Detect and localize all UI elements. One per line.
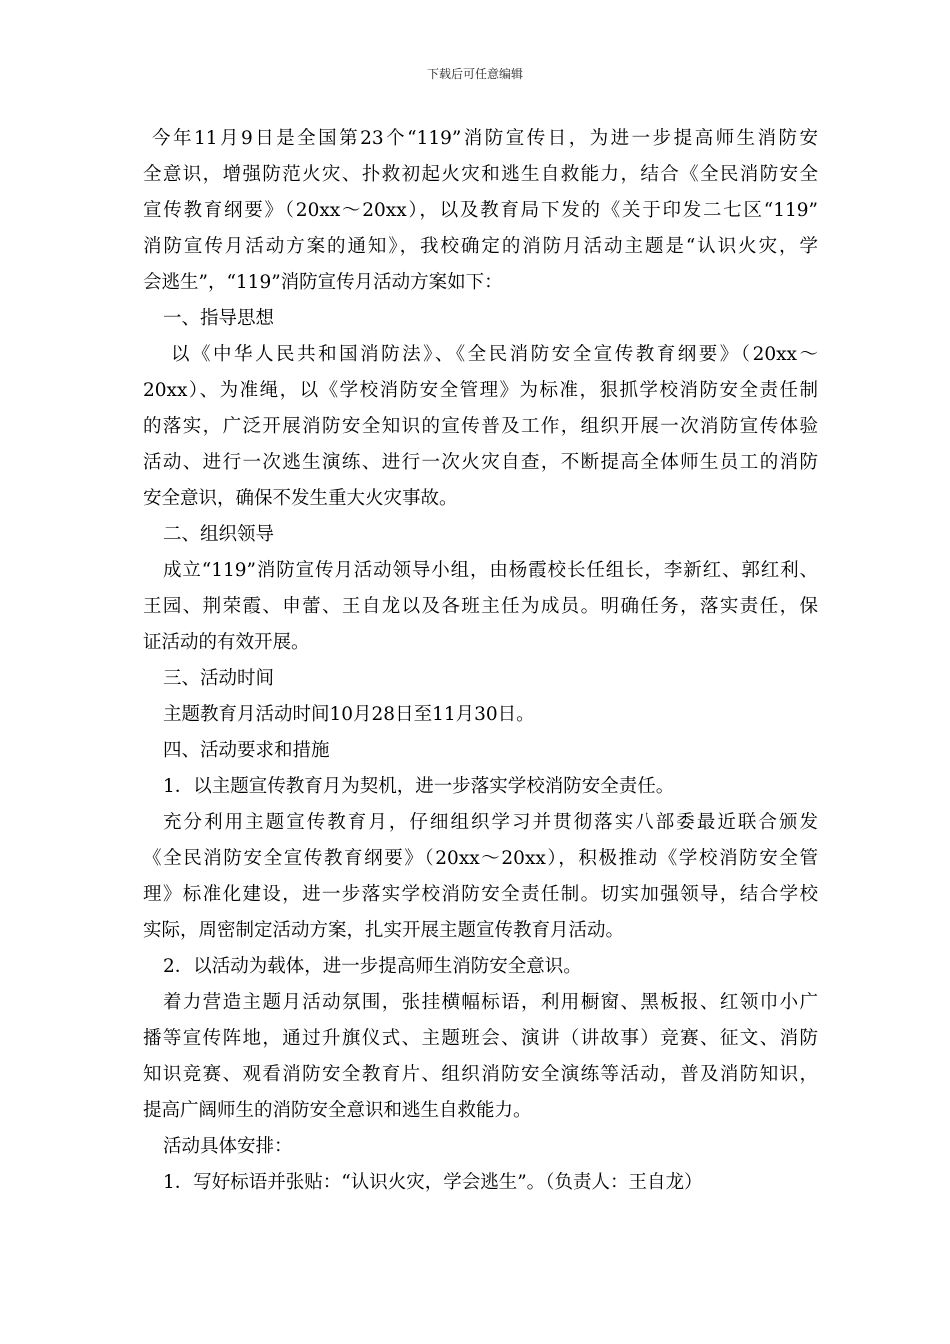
- paragraph-line: 宣传教育纲要》（20xx～20xx），以及教育局下发的《关于印发二七区“119”: [143, 200, 818, 221]
- paragraph-line: 全意识，增强防范火灾、扑救初起火灾和逃生自救能力，结合《全民消防安全: [143, 164, 818, 185]
- paragraph-line: 以《中华人民共和国消防法》、《全民消防安全宣传教育纲要》（20xx～: [171, 344, 818, 365]
- paragraph-line: 播等宣传阵地，通过升旗仪式、主题班会、演讲（讲故事）竞赛、征文、消防: [143, 1028, 818, 1049]
- paragraph-line: 的落实，广泛开展消防安全知识的宣传普及工作，组织开展一次消防宣传体验: [143, 416, 818, 437]
- paragraph-line: 理》标准化建设，进一步落实学校消防安全责任制。切实加强领导，结合学校: [143, 884, 818, 905]
- paragraph-line: 知识竞赛、观看消防安全教育片、组织消防安全演练等活动，普及消防知识，: [143, 1064, 818, 1085]
- paragraph-line: 《全民消防安全宣传教育纲要》（20xx～20xx），积极推动《学校消防安全管: [143, 848, 818, 869]
- paragraph-line: 消防宣传月活动方案的通知》，我校确定的消防月活动主题是“认识火灾，学: [143, 236, 818, 257]
- list-item: 1．写好标语并张贴：“认识火灾，学会逃生”。（负责人：王自龙）: [163, 1172, 703, 1193]
- section-heading: 三、活动时间: [163, 668, 275, 689]
- section-heading: 四、活动要求和措施: [163, 740, 330, 761]
- paragraph-line: 王园、荆荣霞、申蕾、王自龙以及各班主任为成员。明确任务，落实责任，保: [143, 596, 818, 617]
- paragraph-line: 实际，周密制定活动方案，扎实开展主题宣传教育月活动。: [143, 920, 625, 941]
- section-heading: 一、指导思想: [163, 308, 275, 329]
- paragraph-line: 提高广阔师生的消防安全意识和逃生自救能力。: [143, 1100, 532, 1121]
- paragraph-line: 会逃生”，“119”消防宣传月活动方案如下：: [143, 272, 503, 293]
- paragraph-line: 活动、进行一次逃生演练、进行一次火灾自查，不断提高全体师生员工的消防: [143, 452, 818, 473]
- page-header: 下载后可任意编辑: [426, 67, 523, 81]
- paragraph-line: 成立“119”消防宣传月活动领导小组，由杨霞校长任组长，李新红、郭红利、: [163, 560, 818, 581]
- paragraph-line: 证活动的有效开展。: [143, 632, 310, 653]
- document-body: [143, 124, 818, 1204]
- subsection-heading: 活动具体安排：: [163, 1136, 293, 1157]
- paragraph-line: 安全意识，确保不发生重大火灾事故。: [143, 488, 458, 509]
- paragraph-line: 充分利用主题宣传教育月，仔细组织学习并贯彻落实八部委最近联合颁发: [163, 812, 818, 833]
- paragraph-line: 主题教育月活动时间10月28日至11月30日。: [163, 704, 535, 725]
- subsection-heading: 2．以活动为载体，进一步提高师生消防安全意识。: [163, 956, 582, 977]
- subsection-heading: 1．以主题宣传教育月为契机，进一步落实学校消防安全责任。: [163, 776, 675, 797]
- paragraph-line: 今年11月9日是全国第23个“119”消防宣传日，为进一步提高师生消防安: [152, 128, 818, 149]
- paragraph-line: 着力营造主题月活动氛围，张挂横幅标语，利用橱窗、黑板报、红领巾小广: [163, 992, 818, 1013]
- section-heading: 二、组织领导: [163, 524, 275, 545]
- paragraph-line: 20xx）、为准绳，以《学校消防安全管理》为标准，狠抓学校消防安全责任制: [143, 380, 818, 401]
